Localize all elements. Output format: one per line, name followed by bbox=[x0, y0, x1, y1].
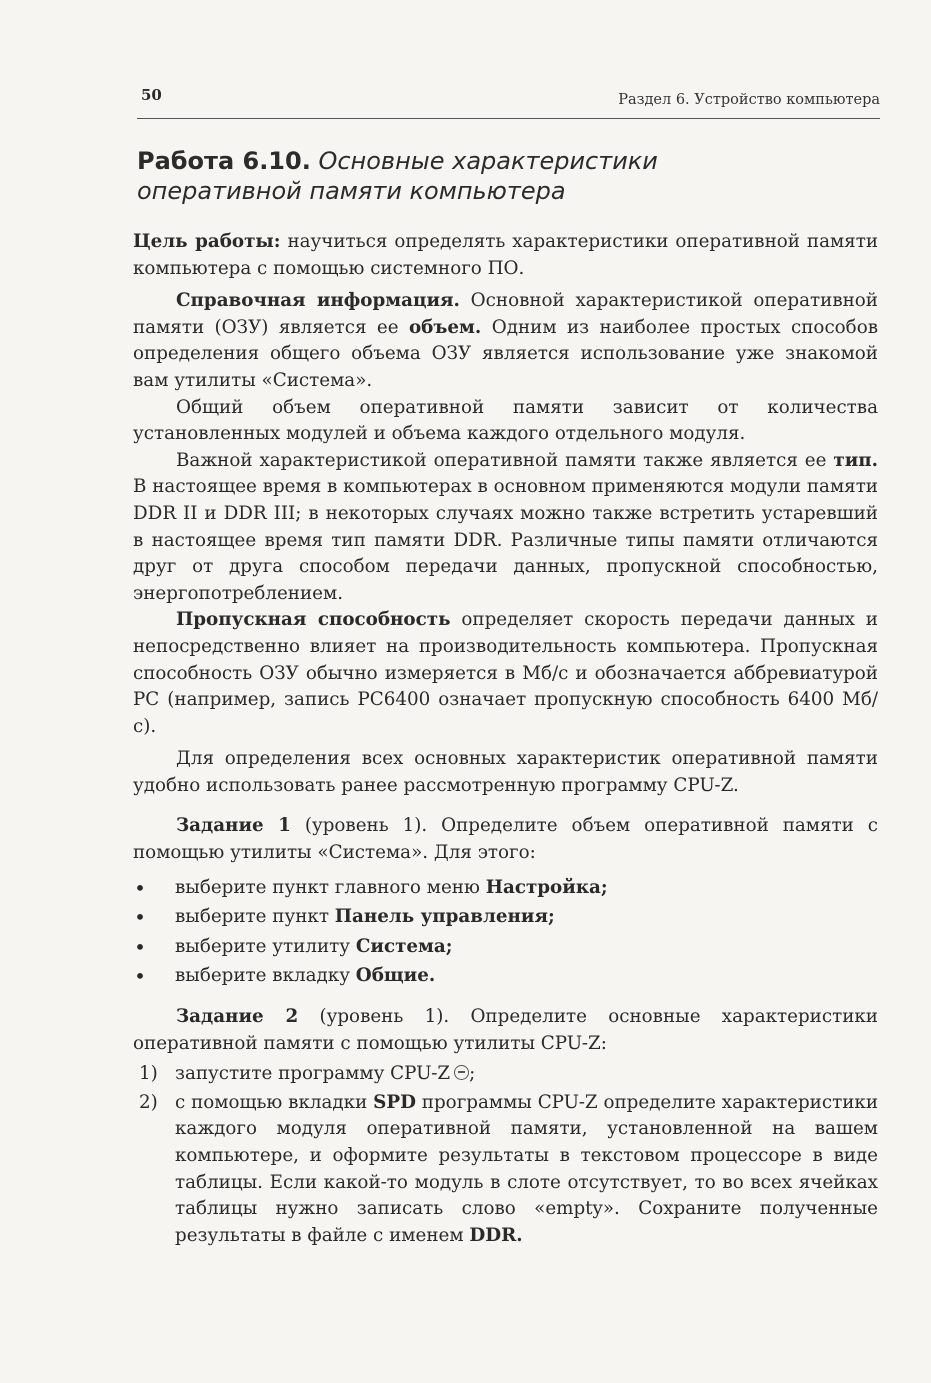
reference-paragraph bbox=[133, 288, 878, 394]
cpuz-paragraph: Для определения всех основных характеристик оперативной памяти удобно использовать ранее рассмотренную программу CPU-Z. bbox=[133, 748, 878, 796]
list-item bbox=[133, 934, 878, 961]
list-item-text: выберите утилиту bbox=[175, 935, 351, 957]
bandwidth-bold: Пропускная способность bbox=[176, 609, 451, 631]
type-text-end: В настоящее время в компьютерах в основном применяются модули памяти DDR II и DDR III; в некоторых случаях можно также встретить устаревший в настоящее время тип памяти DDR. Различные типы памяти отличаются друг от друга способом передачи данных, пропускной способностью, энергопотреблением. bbox=[133, 476, 878, 604]
section-title bbox=[137, 146, 877, 206]
step-marker: 1) bbox=[139, 1063, 158, 1085]
task1-text: (уровень 1). Определите объем оперативной памяти с помощью утилиты «Система». Для этого: bbox=[133, 815, 879, 864]
bandwidth-paragraph bbox=[133, 607, 878, 740]
list-item-text: выберите пункт главного меню bbox=[175, 876, 480, 898]
goal-label: Цель работы: bbox=[133, 231, 281, 252]
list-item-text: выберите пункт bbox=[175, 906, 329, 928]
list-item-bold: Система; bbox=[355, 935, 453, 957]
step-item bbox=[133, 1090, 878, 1250]
running-head: Раздел 6. Устройство компьютера bbox=[618, 92, 880, 108]
page-header bbox=[137, 84, 880, 119]
reference-text: Основной характеристикой оперативной памяти (ОЗУ) является ее bbox=[133, 290, 878, 338]
list-item-bold: Общие. bbox=[355, 965, 436, 987]
list-item-bold: Панель управления; bbox=[334, 906, 555, 928]
type-text: Важной характеристикой оперативной памяти также является ее bbox=[176, 449, 827, 471]
step-item bbox=[133, 1061, 878, 1088]
goal-text: научиться определять характеристики оперативной памяти компьютера с помощью системного ПО. bbox=[133, 231, 879, 279]
bullet-icon: • bbox=[134, 934, 146, 959]
reference-label: Справочная информация. bbox=[176, 290, 460, 312]
list-item-bold: Настройка; bbox=[485, 876, 608, 898]
title-line-1: Основные характеристики bbox=[318, 147, 658, 175]
title-line-2: оперативной памяти компьютера bbox=[137, 177, 566, 205]
step-text: с помощью вкладки bbox=[175, 1091, 368, 1113]
list-item bbox=[133, 875, 878, 902]
step-bold-end: DDR. bbox=[469, 1224, 523, 1246]
task2-label: Задание 2 bbox=[176, 1006, 299, 1028]
type-paragraph bbox=[133, 448, 878, 608]
type-bold: тип. bbox=[833, 449, 879, 471]
step-end: ; bbox=[469, 1063, 476, 1085]
step-marker: 2) bbox=[139, 1091, 158, 1113]
cpu-z-icon bbox=[454, 1065, 469, 1080]
task2-steps bbox=[133, 1061, 878, 1249]
reference-bold: объем. bbox=[408, 316, 482, 338]
bullet-icon: • bbox=[134, 964, 146, 989]
task2-text: (уровень 1). Определите основные характеристики оперативной памяти с помощью утилиты CPU-Z: bbox=[133, 1006, 878, 1054]
title-number: Работа 6.10. bbox=[137, 147, 311, 175]
body-text bbox=[133, 229, 878, 1251]
volume-paragraph: Общий объем оперативной памяти зависит от количества установленных модулей и объема каждого отдельного модуля. bbox=[133, 396, 878, 445]
task2-paragraph bbox=[133, 1004, 878, 1057]
step-text-middle: программы CPU-Z определите характеристики каждого модуля оперативной памяти, установленной на вашем компьютере, и оформите результаты в текстовом процессоре в виде таблицы. Если какой-то модуль в слоте отсутствует, то во всех ячейках таблицы нужно записать слово «empty». Сохраните полученные результаты в файле с именем bbox=[175, 1091, 879, 1246]
list-item-text: выберите вкладку bbox=[175, 965, 350, 987]
bullet-icon: • bbox=[134, 875, 146, 900]
reference-text-end: Одним из наиболее простых способов определения общего объема ОЗУ является использование уже знакомой вам утилиты «Система». bbox=[133, 316, 878, 391]
goal-paragraph bbox=[133, 229, 878, 282]
bandwidth-text: определяет скорость передачи данных и непосредственно влияет на производительность компьютера. Пропускная способность ОЗУ обычно измеряется в Мб/с и обозначается аббревиатурой PC (например, запись PC6400 означает пропускную способность 6400 Мб/с). bbox=[133, 609, 878, 737]
task1-label: Задание 1 bbox=[176, 815, 291, 837]
task1-list bbox=[133, 875, 878, 990]
list-item bbox=[133, 963, 878, 990]
task1-paragraph bbox=[133, 813, 878, 866]
list-item bbox=[133, 904, 878, 931]
page-number: 50 bbox=[141, 86, 162, 104]
bullet-icon: • bbox=[134, 905, 146, 930]
step-text: запустите программу CPU-Z bbox=[175, 1063, 451, 1085]
step-bold: SPD bbox=[373, 1091, 416, 1113]
